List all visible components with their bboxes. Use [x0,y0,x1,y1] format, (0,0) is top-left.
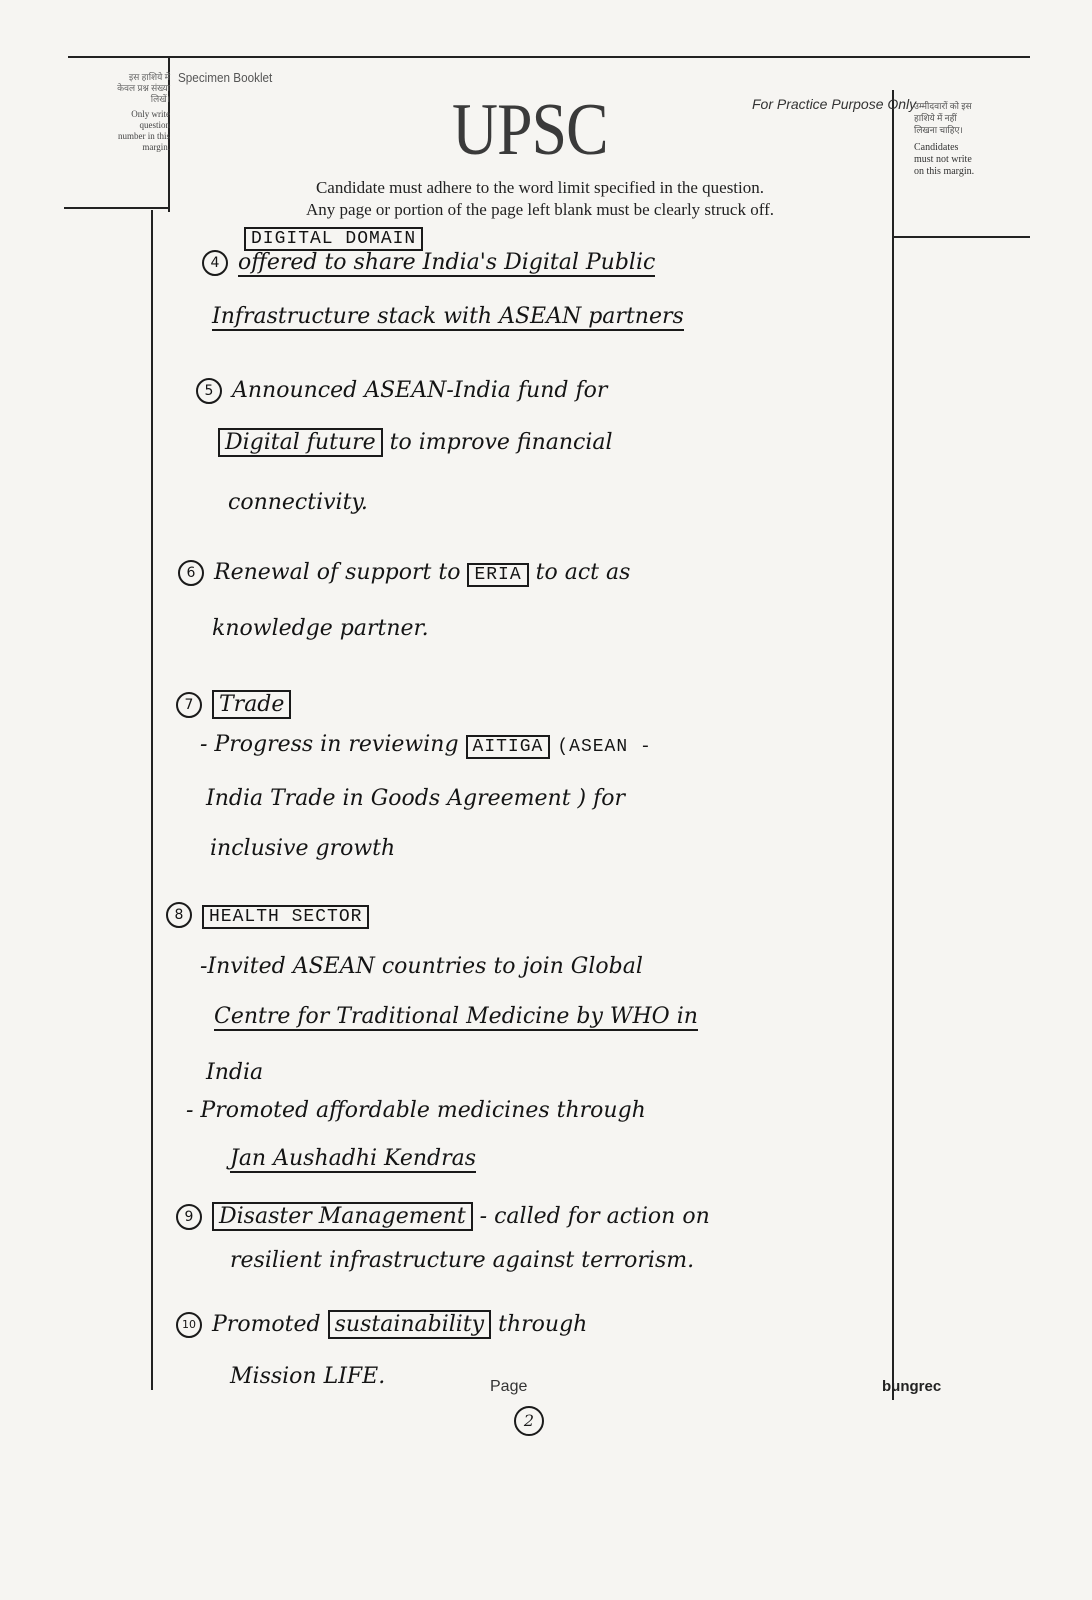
sustainability-box: sustainability [328,1310,492,1339]
point-7-line-2: India Trade in Goods Agreement ) for [206,786,626,811]
point-9-line-2: resilient infrastructure against terrorism. [230,1248,695,1273]
header-divider-right [894,236,1030,238]
point-6-line-1: 6 Renewal of support to ERIA to act as [178,560,630,587]
right-margin-line [892,90,894,1400]
trade-box: Trade [212,690,291,719]
point-7-heading [176,690,291,719]
point-4-line-2: Infrastructure stack with ASEAN partners [212,304,684,329]
point-number: 5 [196,378,222,404]
point-6-line-2: knowledge partner. [212,616,429,641]
page-title: UPSC [452,89,608,171]
point-8-line-3: India [206,1060,264,1085]
booklet-label: Specimen Booklet [178,70,273,85]
aitiga-box: AITIGA [466,735,551,759]
page-number: 2 [514,1406,544,1436]
point-10-line-1: 10 Promoted sustainability through [176,1310,587,1339]
point-number: 7 [176,692,202,718]
point-number: 8 [166,902,192,928]
point-7-line-3: inclusive growth [210,836,396,861]
digital-domain-box: DIGITAL DOMAIN [244,227,423,251]
right-margin-text [914,100,976,178]
point-4-line-1: 4 offered to share India's Digital Public [202,250,655,276]
point-number: 6 [178,560,204,586]
point-5-line-2: Digital future to improve financial [218,428,613,457]
instruction-line-2: Any page or portion of the page left blank must be clearly struck off. [306,200,774,219]
answer-left-line [151,210,153,1390]
left-margin-hindi: इस हाशिये में केवल प्रश्न संख्या लिखें। [117,72,170,104]
page-label: Page [490,1378,528,1395]
eria-box: ERIA [467,563,528,587]
top-border [68,56,1030,58]
point-8-line-5: Jan Aushadhi Kendras [230,1146,477,1171]
instruction-line-1: Candidate must adhere to the word limit specified in the question. [315,178,765,197]
point-5-line-1: 5 Announced ASEAN-India fund for [196,378,607,404]
practice-label: For Practice Purpose Only [752,96,917,112]
disaster-management-box: Disaster Management [212,1202,473,1231]
digital-future-box: Digital future [218,428,383,457]
left-margin-note: Only write question number in this margin. [118,109,170,152]
right-margin-note: Candidates must not write on this margin. [914,142,975,177]
brand-logo: bungrec [882,1378,942,1395]
left-margin-text [110,72,170,153]
point-8-line-1: -Invited ASEAN countries to join Global [200,954,643,979]
point-7-line-1: - Progress in reviewing AITIGA (ASEAN - [200,732,652,757]
point-5-line-3: connectivity. [228,490,368,515]
point-9-line-1: 9 Disaster Management - called for action on [176,1202,710,1231]
health-sector-box: HEALTH SECTOR [202,905,369,929]
point-8-line-2: Centre for Traditional Medicine by WHO in [214,1004,698,1029]
section-heading-digital [244,224,423,251]
header-divider-left [64,207,170,209]
point-number: 9 [176,1204,202,1230]
right-margin-hindi: उम्मीदवारों को इस हाशिये में नहीं लिखना चाहिए। [914,101,972,135]
point-number: 10 [176,1312,202,1338]
point-8-heading [166,902,369,929]
point-10-line-2: Mission LIFE. [230,1364,386,1389]
point-8-line-4: - Promoted affordable medicines through [186,1098,646,1123]
point-number: 4 [202,250,228,276]
